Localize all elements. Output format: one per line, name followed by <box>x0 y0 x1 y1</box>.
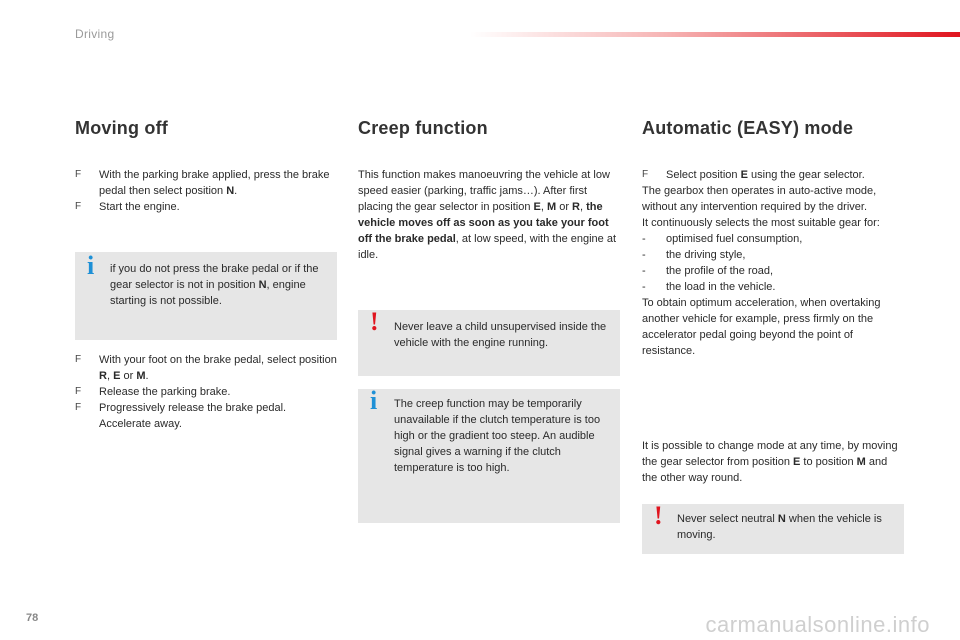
page-number: 78 <box>26 612 39 624</box>
info-box <box>358 386 620 523</box>
list-item: F Release the parking brake. <box>75 386 231 398</box>
bullet-icon: F <box>75 169 82 180</box>
auto-para: The gearbox then operates in auto-active mode, without any intervention required by the driver. <box>642 185 877 213</box>
list-item: - the profile of the road, <box>642 265 774 277</box>
bullet-icon: F <box>75 201 82 212</box>
info-box-text: The creep function may be temporarily unavailable if the clutch temperature is too high or the gradient too steep. An audible signal gives a warning if the clutch temperature is too high. <box>394 398 601 474</box>
list-item: F Progressively release the brake pedal. Accelerate away. <box>75 402 287 430</box>
creep-column <box>358 118 620 263</box>
list-item: F Select position E using the gear selector. <box>642 169 865 181</box>
dash-icon: - <box>642 233 646 245</box>
warning-box-text: Never leave a child unsupervised inside the vehicle with the engine running. <box>394 321 607 349</box>
auto-para: It continuously selects the most suitable gear for: <box>642 217 880 229</box>
auto-mode-title: Automatic (EASY) mode <box>642 118 854 138</box>
dash-icon: - <box>642 249 646 261</box>
bullet-icon: F <box>75 354 82 365</box>
warning-box <box>642 501 904 554</box>
list-item: F Start the engine. <box>75 201 180 213</box>
creep-intro: This function makes manoeuvring the vehicle at low speed easier (parking, traffic jams…). After first placing the gear selector in position E, M or R, the vehicle moves off as soon as you take your foot off the brake pedal, at low speed, with the engine at idle. <box>358 169 617 261</box>
section-label: Driving <box>75 27 115 41</box>
warning-icon: ! <box>370 307 379 336</box>
dash-icon: - <box>642 265 646 277</box>
auto-change-mode-text: It is possible to change mode at any time, by moving the gear selector from position E to position M and the other way round. <box>642 440 898 484</box>
list-item: F With the parking brake applied, press the brake pedal then select position N. <box>75 169 330 197</box>
watermark: carmanualsonline.info <box>705 612 930 637</box>
auto-mode-column <box>642 118 904 359</box>
list-item: F With your foot on the brake pedal, select position R, E or M. <box>75 354 337 382</box>
info-icon: i <box>87 251 95 280</box>
moving-off-column <box>75 118 337 215</box>
header-accent-rule <box>470 32 960 37</box>
dash-icon: - <box>642 281 646 293</box>
warning-icon: ! <box>654 501 663 530</box>
list-item: - optimised fuel consumption, <box>642 233 803 245</box>
bullet-icon: F <box>642 169 649 180</box>
info-box-text: if you do not press the brake pedal or if the gear selector is not in position N, engine starting is not possible. <box>110 263 319 307</box>
moving-off-title: Moving off <box>75 118 168 138</box>
info-box <box>75 252 337 340</box>
list-item: - the driving style, <box>642 249 746 261</box>
auto-para: To obtain optimum acceleration, when overtaking another vehicle for example, press firmly on the accelerator pedal going beyond the point of resistance. <box>642 297 881 357</box>
info-icon: i <box>370 386 378 415</box>
bullet-icon: F <box>75 402 82 413</box>
creep-title: Creep function <box>358 118 488 138</box>
moving-off-steps <box>75 352 337 432</box>
warning-box <box>358 307 620 376</box>
warning-box-text: Never select neutral N when the vehicle is moving. <box>677 513 882 541</box>
list-item: - the load in the vehicle. <box>642 281 776 293</box>
bullet-icon: F <box>75 386 82 397</box>
